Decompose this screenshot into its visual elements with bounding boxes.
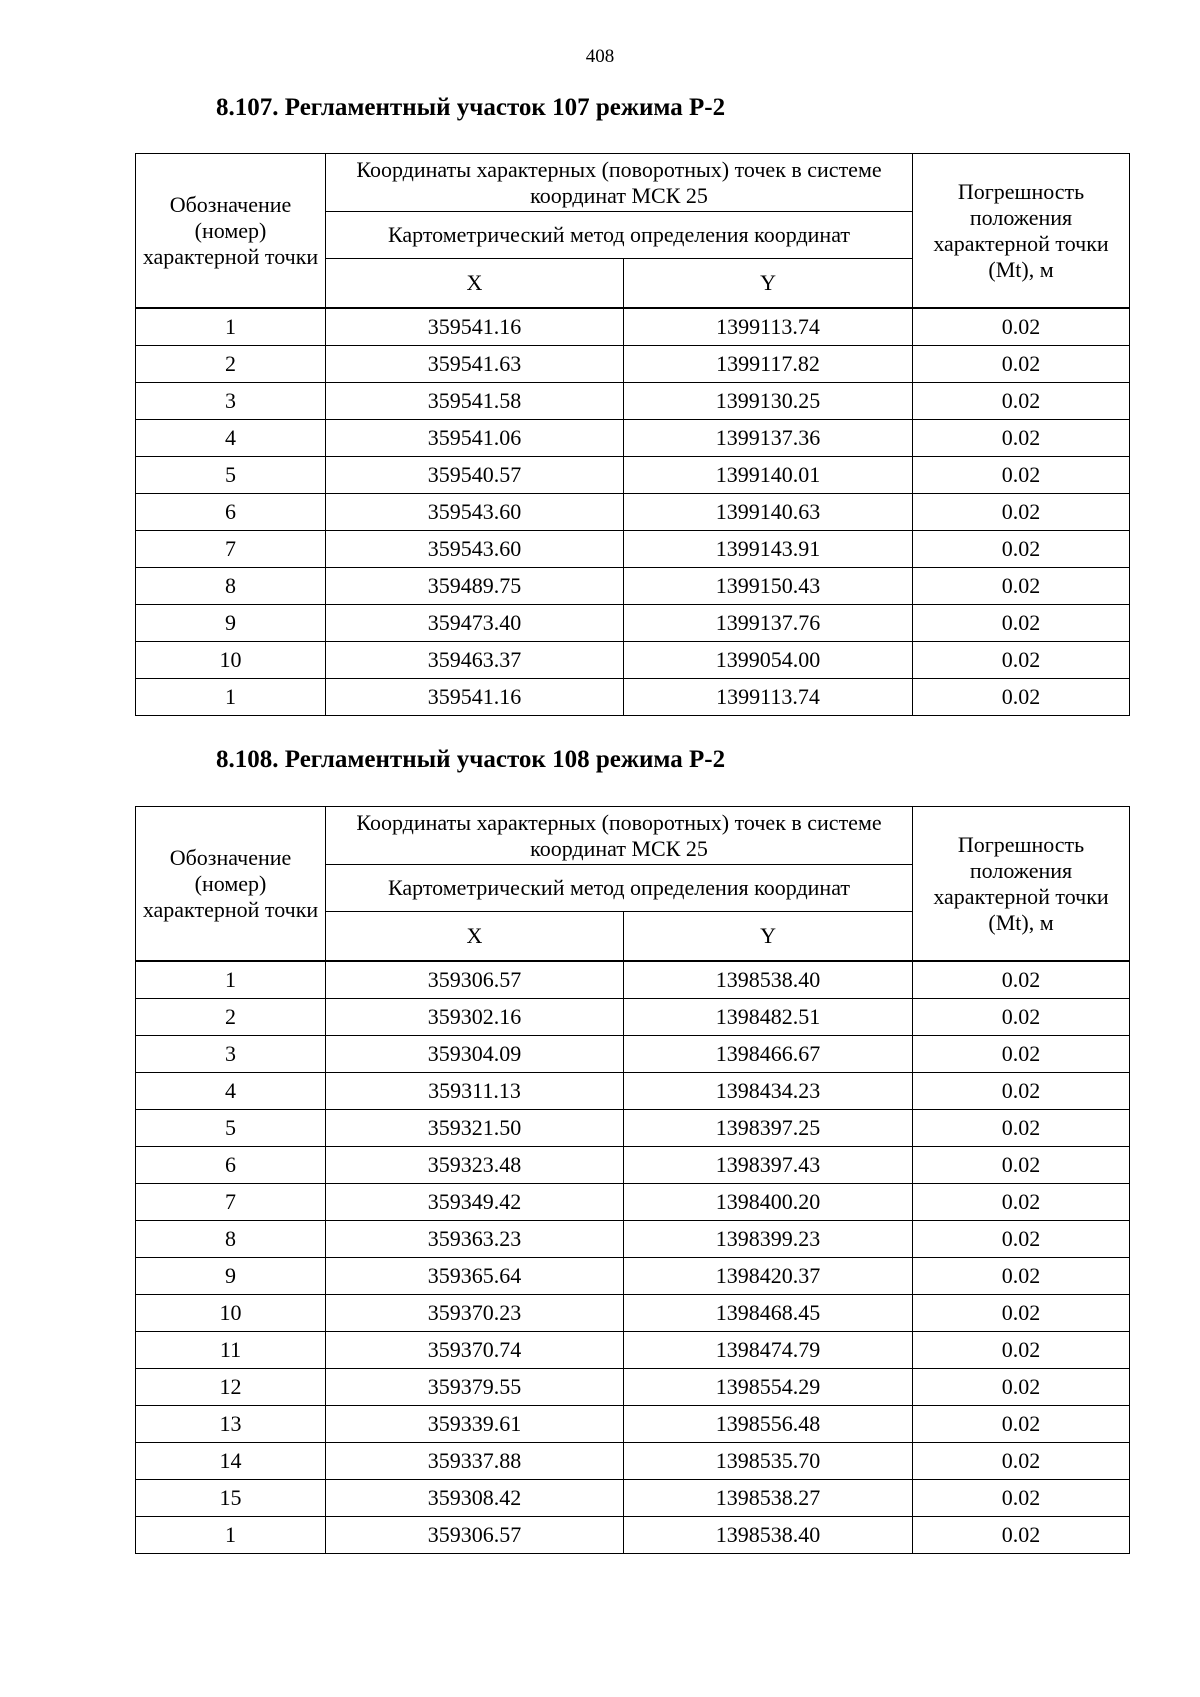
y-coordinate-cell: 1398420.37 — [624, 1258, 913, 1295]
y-coordinate-cell: 1398399.23 — [624, 1221, 913, 1258]
y-coordinate-cell: 1399130.25 — [624, 383, 913, 420]
y-coordinate-cell: 1398397.25 — [624, 1110, 913, 1147]
point-number-cell: 10 — [136, 1295, 326, 1332]
point-number-cell: 14 — [136, 1443, 326, 1480]
point-number-cell: 1 — [136, 1517, 326, 1554]
error-cell: 0.02 — [913, 1369, 1130, 1406]
y-coordinate-cell: 1398535.70 — [624, 1443, 913, 1480]
error-cell: 0.02 — [913, 1258, 1130, 1295]
error-cell: 0.02 — [913, 308, 1130, 346]
y-coordinate-cell: 1398538.40 — [624, 1517, 913, 1554]
y-coordinate-cell: 1398466.67 — [624, 1036, 913, 1073]
point-number-cell: 5 — [136, 457, 326, 494]
point-number-cell: 3 — [136, 383, 326, 420]
table-row — [136, 1221, 1130, 1258]
x-coordinate-cell: 359379.55 — [326, 1369, 624, 1406]
x-coordinate-cell: 359337.88 — [326, 1443, 624, 1480]
table-row — [136, 1443, 1130, 1480]
error-cell: 0.02 — [913, 1480, 1130, 1517]
point-number-cell: 2 — [136, 346, 326, 383]
table-row — [136, 1295, 1130, 1332]
point-number-cell: 7 — [136, 531, 326, 568]
error-cell: 0.02 — [913, 1443, 1130, 1480]
x-coordinate-cell: 359363.23 — [326, 1221, 624, 1258]
table-row — [136, 605, 1130, 642]
error-cell: 0.02 — [913, 1184, 1130, 1221]
table-row — [136, 1480, 1130, 1517]
point-number-cell: 7 — [136, 1184, 326, 1221]
table-row — [136, 1517, 1130, 1554]
y-coordinate-cell: 1398554.29 — [624, 1369, 913, 1406]
x-coordinate-cell: 359541.06 — [326, 420, 624, 457]
table-row — [136, 1110, 1130, 1147]
table-row — [136, 420, 1130, 457]
y-coordinate-cell: 1399137.76 — [624, 605, 913, 642]
x-coordinate-cell: 359306.57 — [326, 961, 624, 999]
x-coordinate-cell: 359349.42 — [326, 1184, 624, 1221]
x-coordinate-cell: 359370.74 — [326, 1332, 624, 1369]
page-number: 408 — [585, 46, 615, 67]
error-cell: 0.02 — [913, 383, 1130, 420]
error-cell: 0.02 — [913, 679, 1130, 716]
x-coordinate-cell: 359306.57 — [326, 1517, 624, 1554]
x-coordinate-cell: 359541.16 — [326, 679, 624, 716]
y-coordinate-cell: 1398468.45 — [624, 1295, 913, 1332]
table-body — [136, 961, 1130, 1554]
y-coordinate-cell: 1398474.79 — [624, 1332, 913, 1369]
table-row — [136, 1184, 1130, 1221]
header-method: Картометрический метод определения координат — [326, 212, 913, 259]
x-coordinate-cell: 359541.16 — [326, 308, 624, 346]
y-coordinate-cell: 1399054.00 — [624, 642, 913, 679]
error-cell: 0.02 — [913, 346, 1130, 383]
header-point-number: Обозначение (номер) характерной точки — [136, 807, 326, 962]
error-cell: 0.02 — [913, 961, 1130, 999]
table-row — [136, 1369, 1130, 1406]
x-coordinate-cell: 359302.16 — [326, 999, 624, 1036]
error-cell: 0.02 — [913, 1036, 1130, 1073]
x-coordinate-cell: 359321.50 — [326, 1110, 624, 1147]
point-number-cell: 1 — [136, 679, 326, 716]
error-cell: 0.02 — [913, 531, 1130, 568]
error-cell: 0.02 — [913, 1221, 1130, 1258]
header-point-number: Обозначение (номер) характерной точки — [136, 154, 326, 309]
table-row — [136, 999, 1130, 1036]
point-number-cell: 1 — [136, 308, 326, 346]
y-coordinate-cell: 1398538.27 — [624, 1480, 913, 1517]
table-row — [136, 383, 1130, 420]
error-cell: 0.02 — [913, 605, 1130, 642]
table-row — [136, 494, 1130, 531]
y-coordinate-cell: 1398397.43 — [624, 1147, 913, 1184]
point-number-cell: 6 — [136, 494, 326, 531]
x-coordinate-cell: 359323.48 — [326, 1147, 624, 1184]
point-number-cell: 1 — [136, 961, 326, 999]
y-coordinate-cell: 1399137.36 — [624, 420, 913, 457]
point-number-cell: 2 — [136, 999, 326, 1036]
point-number-cell: 13 — [136, 1406, 326, 1443]
error-cell: 0.02 — [913, 1332, 1130, 1369]
y-coordinate-cell: 1398538.40 — [624, 961, 913, 999]
point-number-cell: 3 — [136, 1036, 326, 1073]
x-coordinate-cell: 359541.63 — [326, 346, 624, 383]
y-coordinate-cell: 1399143.91 — [624, 531, 913, 568]
point-number-cell: 15 — [136, 1480, 326, 1517]
error-cell: 0.02 — [913, 494, 1130, 531]
x-coordinate-cell: 359543.60 — [326, 531, 624, 568]
section-title-107: 8.107. Регламентный участок 107 режима Р-2 — [216, 94, 726, 121]
y-coordinate-cell: 1398556.48 — [624, 1406, 913, 1443]
header-error: Погрешность положения характерной точки (Mt), м — [913, 154, 1130, 309]
x-coordinate-cell: 359473.40 — [326, 605, 624, 642]
error-cell: 0.02 — [913, 457, 1130, 494]
x-coordinate-cell: 359541.58 — [326, 383, 624, 420]
x-coordinate-cell: 359308.42 — [326, 1480, 624, 1517]
table-row — [136, 961, 1130, 999]
point-number-cell: 10 — [136, 642, 326, 679]
y-coordinate-cell: 1399113.74 — [624, 308, 913, 346]
x-coordinate-cell: 359463.37 — [326, 642, 624, 679]
error-cell: 0.02 — [913, 1073, 1130, 1110]
y-coordinate-cell: 1399140.63 — [624, 494, 913, 531]
error-cell: 0.02 — [913, 999, 1130, 1036]
point-number-cell: 9 — [136, 1258, 326, 1295]
table-row — [136, 642, 1130, 679]
point-number-cell: 4 — [136, 420, 326, 457]
point-number-cell: 9 — [136, 605, 326, 642]
x-coordinate-cell: 359489.75 — [326, 568, 624, 605]
error-cell: 0.02 — [913, 642, 1130, 679]
table-row — [136, 308, 1130, 346]
error-cell: 0.02 — [913, 1517, 1130, 1554]
coordinates-table-107 — [135, 153, 1130, 716]
error-cell: 0.02 — [913, 1295, 1130, 1332]
error-cell: 0.02 — [913, 420, 1130, 457]
x-coordinate-cell: 359540.57 — [326, 457, 624, 494]
table-row — [136, 457, 1130, 494]
table-row — [136, 679, 1130, 716]
table-row — [136, 568, 1130, 605]
y-coordinate-cell: 1399113.74 — [624, 679, 913, 716]
x-coordinate-cell: 359543.60 — [326, 494, 624, 531]
table-row — [136, 1036, 1130, 1073]
header-y: Y — [624, 259, 913, 309]
y-coordinate-cell: 1398434.23 — [624, 1073, 913, 1110]
y-coordinate-cell: 1399150.43 — [624, 568, 913, 605]
point-number-cell: 11 — [136, 1332, 326, 1369]
point-number-cell: 6 — [136, 1147, 326, 1184]
x-coordinate-cell: 359339.61 — [326, 1406, 624, 1443]
error-cell: 0.02 — [913, 1406, 1130, 1443]
table-row — [136, 1073, 1130, 1110]
y-coordinate-cell: 1399140.01 — [624, 457, 913, 494]
x-coordinate-cell: 359311.13 — [326, 1073, 624, 1110]
x-coordinate-cell: 359365.64 — [326, 1258, 624, 1295]
y-coordinate-cell: 1398400.20 — [624, 1184, 913, 1221]
point-number-cell: 8 — [136, 568, 326, 605]
header-y: Y — [624, 912, 913, 962]
error-cell: 0.02 — [913, 1110, 1130, 1147]
table-row — [136, 531, 1130, 568]
header-coordinates: Координаты характерных (поворотных) точек в системе координат МСК 25 — [326, 807, 913, 865]
coordinates-table-108 — [135, 806, 1130, 1554]
header-error: Погрешность положения характерной точки (Mt), м — [913, 807, 1130, 962]
point-number-cell: 8 — [136, 1221, 326, 1258]
header-x: X — [326, 259, 624, 309]
point-number-cell: 12 — [136, 1369, 326, 1406]
table-row — [136, 1258, 1130, 1295]
header-x: X — [326, 912, 624, 962]
error-cell: 0.02 — [913, 1147, 1130, 1184]
table-row — [136, 346, 1130, 383]
y-coordinate-cell: 1398482.51 — [624, 999, 913, 1036]
x-coordinate-cell: 359304.09 — [326, 1036, 624, 1073]
table-row — [136, 1332, 1130, 1369]
header-coordinates: Координаты характерных (поворотных) точек в системе координат МСК 25 — [326, 154, 913, 212]
x-coordinate-cell: 359370.23 — [326, 1295, 624, 1332]
header-method: Картометрический метод определения координат — [326, 865, 913, 912]
point-number-cell: 4 — [136, 1073, 326, 1110]
point-number-cell: 5 — [136, 1110, 326, 1147]
table-body — [136, 308, 1130, 716]
table-row — [136, 1406, 1130, 1443]
table-row — [136, 1147, 1130, 1184]
error-cell: 0.02 — [913, 568, 1130, 605]
section-title-108: 8.108. Регламентный участок 108 режима Р-2 — [216, 746, 726, 773]
y-coordinate-cell: 1399117.82 — [624, 346, 913, 383]
